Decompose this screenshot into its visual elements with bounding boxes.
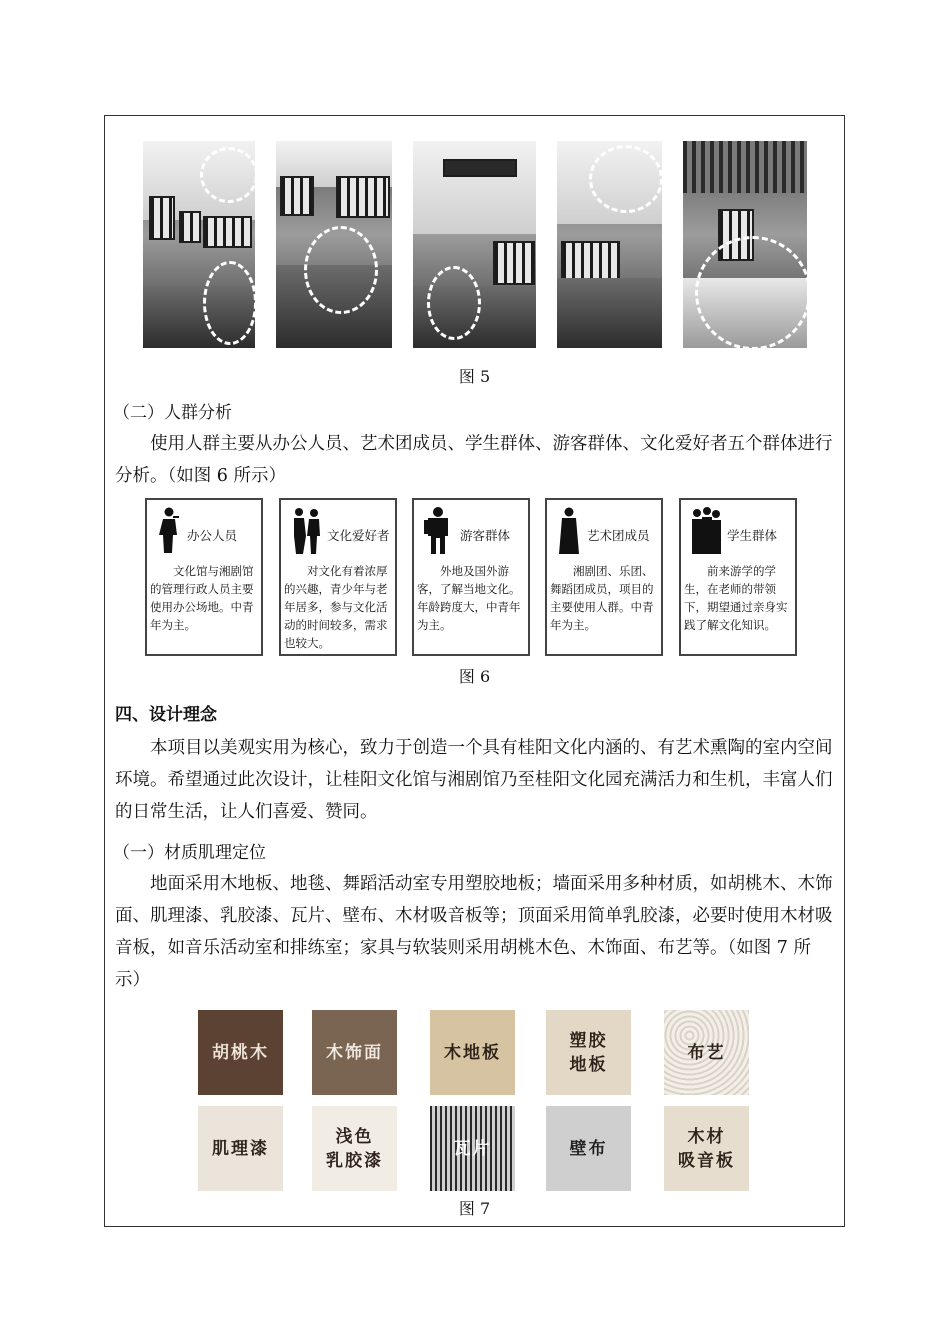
material-swatch bbox=[198, 1106, 283, 1191]
material-label: 木材 吸音板 bbox=[678, 1126, 735, 1171]
material-label: 塑胶 地板 bbox=[569, 1030, 608, 1075]
material-label: 肌理漆 bbox=[212, 1138, 269, 1159]
section-material-title: （一）材质肌理定位 bbox=[113, 843, 266, 863]
crowd-card-culture-fans bbox=[279, 498, 397, 656]
photo-office-3 bbox=[413, 141, 536, 348]
crowd-card-students bbox=[679, 498, 797, 656]
crowd-card-title: 艺术团成员 bbox=[587, 528, 650, 543]
material-label: 瓦片 bbox=[453, 1138, 492, 1159]
material-swatch bbox=[430, 1106, 515, 1191]
couple-silhouette-icon bbox=[289, 506, 325, 554]
section-design-title: 四、设计理念 bbox=[115, 705, 217, 725]
crowd-card-title: 游客群体 bbox=[460, 528, 511, 543]
crowd-card-title: 学生群体 bbox=[727, 528, 778, 543]
photo-office-2 bbox=[276, 141, 392, 348]
figure-7-caption: 图 7 bbox=[458, 1199, 491, 1218]
tourist-silhouette-icon bbox=[422, 506, 454, 554]
material-swatch bbox=[546, 1106, 631, 1191]
crowd-card-desc: 外地及国外游客，了解当地文化。年龄跨度大，中青年为主。 bbox=[417, 564, 521, 632]
section-material-paragraph: 地面采用木地板、地毯、舞蹈活动室专用塑胶地板；墙面采用多种材质，如胡桃木、木饰面、肌理漆、乳胶漆、瓦片、壁布、木材吸音板等；顶面采用简单乳胶漆，必要时使用木材吸音板，如音乐活动室和排练室；家具与软装则采用胡桃木色、木饰面、布艺等。（如图 7 所示） bbox=[115, 874, 833, 990]
performer-silhouette-icon bbox=[555, 506, 585, 554]
photo-office-4 bbox=[557, 141, 662, 348]
crowd-card-office bbox=[145, 498, 263, 656]
crowd-card-title: 文化爱好者 bbox=[327, 528, 390, 543]
section-crowd-title: （二）人群分析 bbox=[113, 403, 232, 423]
crowd-card-desc: 对文化有着浓厚的兴趣，青少年与老年居多，参与文化活动的时间较多，需求也较大。 bbox=[284, 564, 388, 650]
material-swatch bbox=[312, 1010, 397, 1095]
section-design-paragraph: 本项目以美观实用为核心，致力于创造一个具有桂阳文化内涵的、有艺术熏陶的室内空间环境。希望通过此次设计，让桂阳文化馆与湘剧馆乃至桂阳文化园充满活力和生机，丰富人们的日常生活，让人们喜爱、赞同。 bbox=[115, 738, 833, 822]
crowd-card-title: 办公人员 bbox=[187, 528, 238, 543]
figure-6-caption: 图 6 bbox=[458, 667, 491, 686]
section-crowd-paragraph: 使用人群主要从办公人员、艺术团成员、学生群体、游客群体、文化爱好者五个群体进行分析。（如图 6 所示） bbox=[115, 434, 833, 486]
material-label: 木饰面 bbox=[326, 1042, 383, 1063]
crowd-card-tourists bbox=[412, 498, 530, 656]
crowd-card-desc: 湘剧团、乐团、舞蹈团成员，项目的主要使用人群。中青年为主。 bbox=[550, 564, 654, 632]
material-label: 布艺 bbox=[687, 1042, 726, 1063]
material-swatch bbox=[312, 1106, 397, 1191]
material-swatch bbox=[546, 1010, 631, 1095]
crowd-card-desc: 文化馆与湘剧馆的管理行政人员主要使用办公场地。中青年为主。 bbox=[150, 564, 254, 632]
material-swatch bbox=[664, 1010, 749, 1095]
material-label: 木地板 bbox=[444, 1042, 501, 1063]
material-swatch bbox=[430, 1010, 515, 1095]
material-label: 胡桃木 bbox=[212, 1042, 269, 1063]
crowd-card-art-troupe bbox=[545, 498, 663, 656]
material-label: 浅色 乳胶漆 bbox=[326, 1126, 383, 1171]
material-label: 壁布 bbox=[569, 1138, 608, 1159]
crowd-card-desc: 前来游学的学生，在老师的带领下，期望通过亲身实践了解文化知识。 bbox=[684, 564, 788, 632]
material-swatch bbox=[198, 1010, 283, 1095]
person-silhouette-icon bbox=[155, 506, 185, 554]
material-swatch bbox=[664, 1106, 749, 1191]
students-silhouette-icon bbox=[689, 506, 723, 554]
photo-office-5 bbox=[683, 141, 807, 348]
photo-office-1 bbox=[143, 141, 255, 348]
figure-5-caption: 图 5 bbox=[458, 367, 491, 386]
